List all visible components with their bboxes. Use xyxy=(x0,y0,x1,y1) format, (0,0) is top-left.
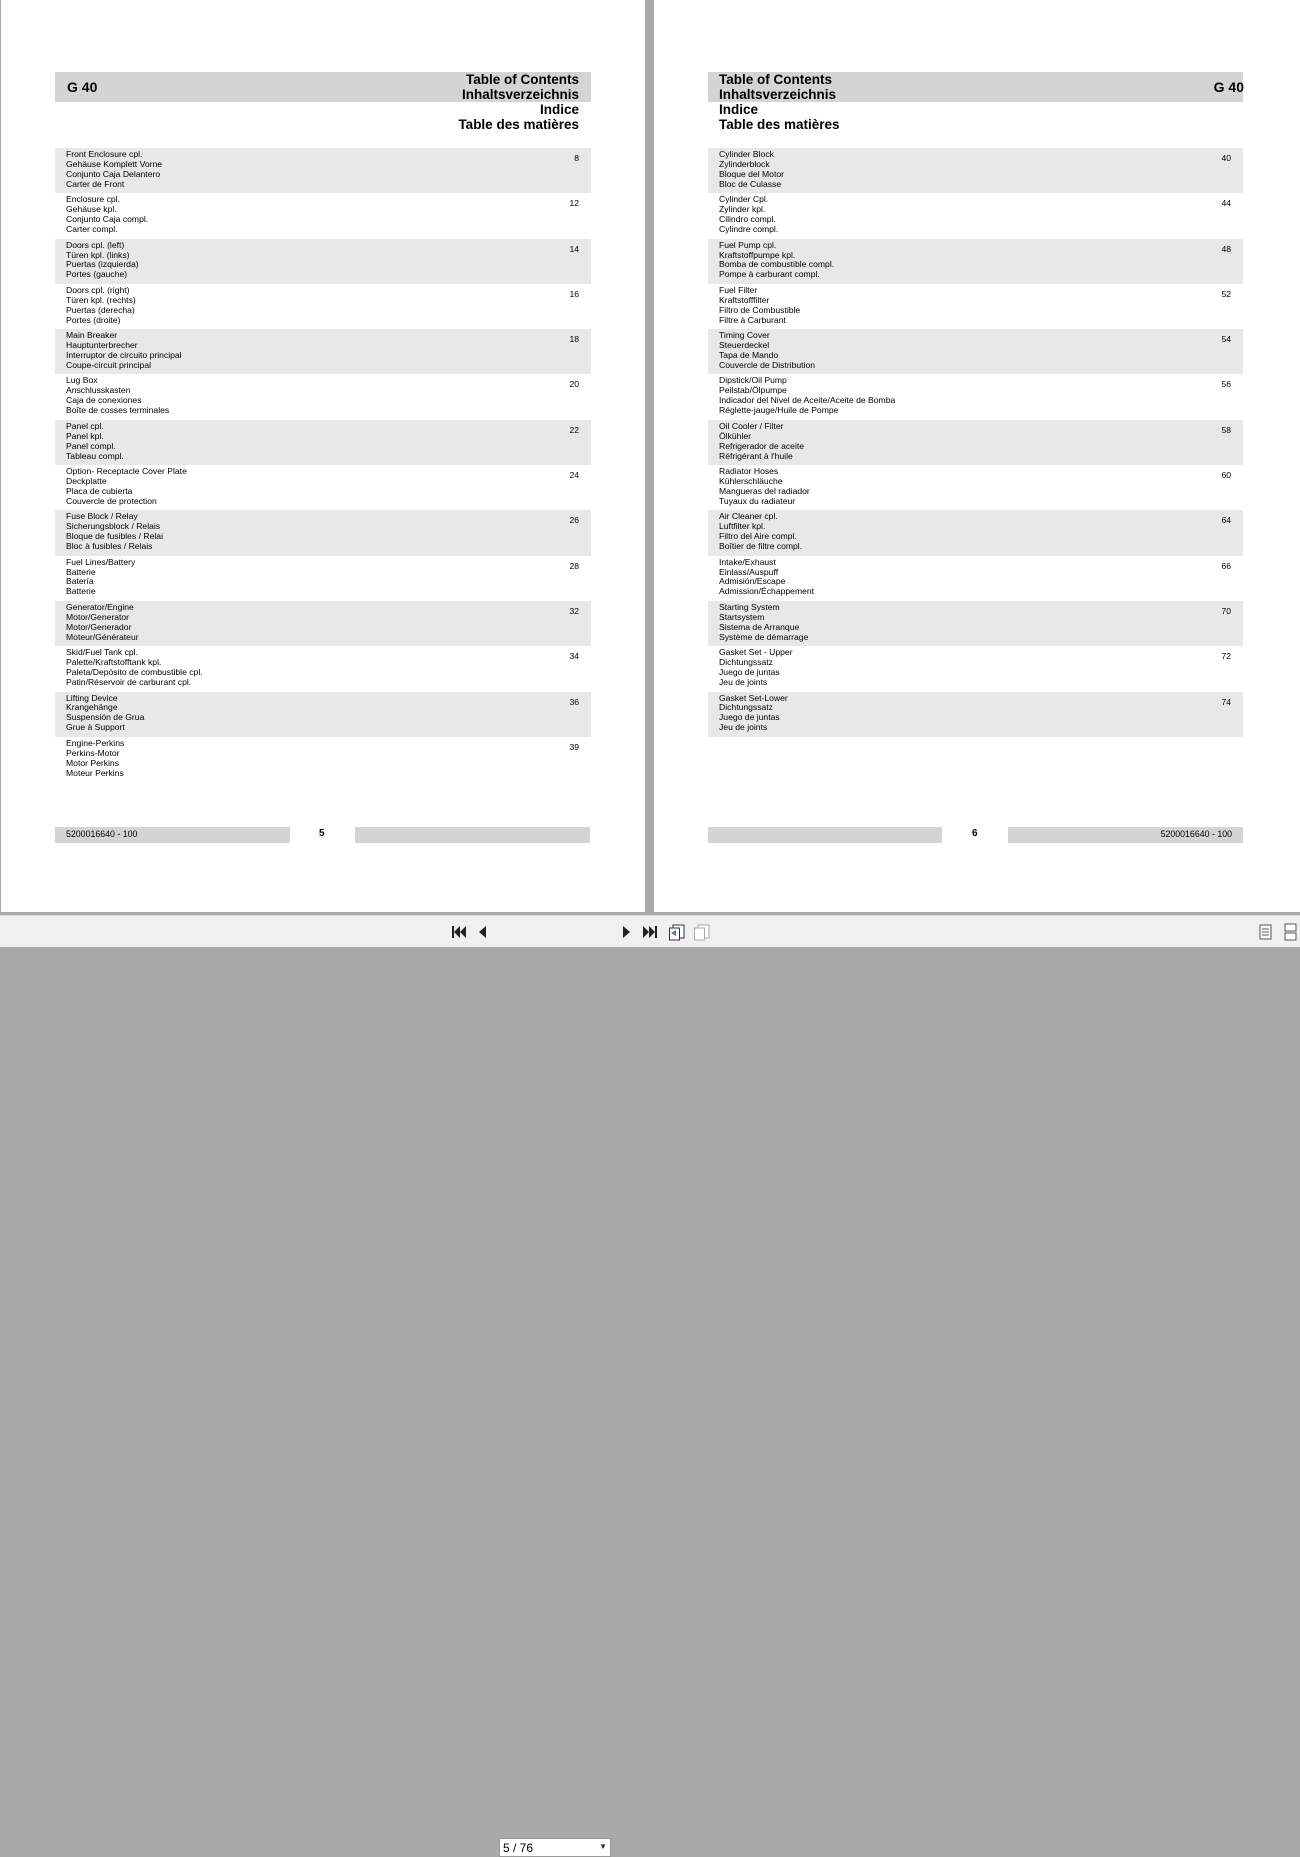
toc-entry-page: 28 xyxy=(569,560,579,571)
toc-entry-line: Puertas (derecha) xyxy=(66,304,135,315)
toc-entry-page: 44 xyxy=(1221,198,1231,209)
toc-entry-line: Fuel Pump cpl. xyxy=(719,239,777,250)
toc-entry-titles xyxy=(719,694,788,734)
toc-entry-line: Palette/Kraftstofftank kpl. xyxy=(66,657,162,668)
toc-entry[interactable] xyxy=(708,193,1243,238)
toc-list xyxy=(708,148,1243,737)
toc-entry-line: Bloc de Culasse xyxy=(719,178,782,189)
toc-entry-line: Bloque de fusibles / Relai xyxy=(66,531,163,542)
first-page-icon[interactable] xyxy=(450,923,468,941)
toc-entry[interactable] xyxy=(55,556,591,601)
toc-entry-titles xyxy=(719,150,784,190)
toc-entry-titles xyxy=(66,422,124,462)
toc-entry-line: Pompe à carburant compl. xyxy=(719,269,820,280)
toc-entry-titles xyxy=(719,376,895,416)
toc-entry-line: Dichtungssatz xyxy=(719,657,773,668)
next-page-icon[interactable] xyxy=(617,923,635,941)
toc-entry-titles xyxy=(66,241,139,281)
toc-entry-line: Paleta/Depósito de combustible cpl. xyxy=(66,667,203,678)
toc-entry-page: 20 xyxy=(569,379,579,390)
toc-entry-line: Cylinder Cpl. xyxy=(719,194,769,205)
toc-entry-line: Bomba de combustible compl. xyxy=(719,259,835,270)
toc-entry-line: Carter compl. xyxy=(66,224,118,235)
toc-entry-line: Carter de Front xyxy=(66,178,125,189)
toc-entry-line: Dipstick/Oil Pump xyxy=(719,375,787,386)
toc-entry-line: Système de démarrage xyxy=(719,631,809,642)
toc-entry-page: 52 xyxy=(1221,288,1231,299)
toc-entry-line: Kühlerschläuche xyxy=(719,475,783,486)
toc-entry-titles xyxy=(719,558,814,598)
toc-entry-line: Gasket Set - Upper xyxy=(719,647,793,658)
toc-entry-line: Gehäuse kpl. xyxy=(66,204,117,215)
toc-entry-line: Dichtungssatz xyxy=(719,702,773,713)
toc-entry[interactable] xyxy=(708,148,1243,193)
toc-entry-line: Panel cpl. xyxy=(66,420,104,431)
toc-entry-titles xyxy=(66,512,163,552)
page-number-input[interactable] xyxy=(500,1840,589,1855)
toc-entry-line: Skid/Fuel Tank cpl. xyxy=(66,647,138,658)
footer-page-number: 5 xyxy=(319,828,325,839)
toc-entry-page: 12 xyxy=(569,198,579,209)
toc-entry-line: Fuse Block / Relay xyxy=(66,511,138,522)
toc-entry-line: Steuerdeckel xyxy=(719,340,770,351)
toc-entry-line: Anschlusskasten xyxy=(66,385,131,396)
toc-entry-line: Peilstab/Ölpumpe xyxy=(719,385,787,396)
footer-band-right xyxy=(355,827,590,843)
toc-entry-titles xyxy=(66,150,162,190)
toc-entry-line: Réfrigérant à l'huile xyxy=(719,450,793,461)
toc-entry-line: Enclosure cpl. xyxy=(66,194,120,205)
toc-entry-line: Tuyaux du radiateur xyxy=(719,495,796,506)
toc-entry-page: 34 xyxy=(569,651,579,662)
toc-entry-titles xyxy=(66,558,135,598)
toc-entry-line: Oil Cooler / Filter xyxy=(719,420,784,431)
last-page-icon[interactable] xyxy=(641,923,659,941)
toc-entry-titles xyxy=(719,512,802,552)
facing-pages-icon[interactable] xyxy=(1282,923,1300,941)
toc-entry-line: Conjunto Caja compl. xyxy=(66,214,149,225)
toc-entry-line: Filtro del Aire compl. xyxy=(719,531,797,542)
toc-entry-line: Lug Box xyxy=(66,375,98,386)
previous-page-icon[interactable] xyxy=(474,923,492,941)
header-title-de: Inhaltsverzeichnis xyxy=(461,87,579,102)
toc-entry-titles xyxy=(66,648,203,688)
toc-entry-line: Boîte de cosses terminales xyxy=(66,405,170,416)
toc-entry-line: Bloc à fusibles / Relais xyxy=(66,541,153,552)
toc-entry-line: Startsystem xyxy=(719,611,765,622)
toc-entry-titles xyxy=(66,603,139,643)
toc-entry-titles xyxy=(719,603,808,643)
footer-doc-number: 5200016640 - 100 xyxy=(1160,829,1232,839)
header-model: G 40 xyxy=(67,79,98,95)
toc-entry-line: Cylinder Block xyxy=(719,149,774,159)
toc-entry-line: Starting System xyxy=(719,601,780,612)
toc-entry-line: Doors cpl. (right) xyxy=(66,284,130,295)
toc-entry-line: Gehäuse Komplett Vorne xyxy=(66,158,163,169)
toc-entry-line: Filtro de Combustible xyxy=(719,304,801,315)
toc-entry-titles xyxy=(66,331,182,371)
toc-entry-titles xyxy=(66,376,169,416)
toc-entry-titles xyxy=(66,467,187,507)
chevron-down-icon[interactable]: ▼ xyxy=(599,1842,607,1851)
toc-entry[interactable] xyxy=(708,420,1243,465)
toc-entry-page: 58 xyxy=(1221,424,1231,435)
two-page-view-icon[interactable] xyxy=(693,923,711,941)
toc-entry[interactable] xyxy=(55,646,591,691)
header-title-en: Table of Contents xyxy=(466,72,579,87)
footer-doc-number: 5200016640 - 100 xyxy=(66,829,138,839)
toc-entry-line: Hauptunterbrecher xyxy=(66,340,138,351)
toc-entry[interactable] xyxy=(708,329,1243,374)
toc-entry-page: 64 xyxy=(1221,515,1231,526)
toc-entry-line: Türen kpl. (rechts) xyxy=(66,294,136,305)
header-model: G 40 xyxy=(1213,79,1244,95)
toc-entry-line: Motor Perkins xyxy=(66,757,120,768)
toc-entry-line: Krangehänge xyxy=(66,702,118,713)
toc-entry-line: Timing Cover xyxy=(719,330,770,341)
toc-entry-line: Fuel Filter xyxy=(719,284,758,295)
toc-entry-page: 39 xyxy=(569,741,579,752)
header-title-es: Indice xyxy=(539,102,579,117)
toc-entry-line: Sistema de Arranque xyxy=(719,621,800,632)
toc-entry[interactable] xyxy=(55,193,591,238)
toc-entry-page: 48 xyxy=(1221,243,1231,254)
header-title-fr: Table des matières xyxy=(719,117,840,132)
toc-entry-line: Portes (gauche) xyxy=(66,269,128,280)
toc-entry-titles xyxy=(66,739,124,779)
toc-entry-line: Caja de conexiones xyxy=(66,395,142,406)
toc-entry-line: Zylinder kpl. xyxy=(719,204,766,215)
toc-entry-titles xyxy=(719,467,810,507)
toc-entry-line: Mangueras del radiador xyxy=(719,485,810,496)
toc-entry-line: Radiator Hoses xyxy=(719,466,779,477)
toc-entry[interactable] xyxy=(55,374,591,419)
toc-entry-line: Juego de juntas xyxy=(719,667,780,678)
toc-entry[interactable] xyxy=(708,239,1243,284)
toc-entry-page: 74 xyxy=(1221,696,1231,707)
toc-entry-titles xyxy=(66,694,144,734)
toc-entry-line: Motor/Generator xyxy=(66,611,130,622)
toc-entry-page: 54 xyxy=(1221,334,1231,345)
toc-entry-line: Cylindre compl. xyxy=(719,224,779,235)
toc-entry-line: Moteur Perkins xyxy=(66,767,124,778)
toc-entry-line: Conjunto Caja Delantero xyxy=(66,168,161,179)
toc-entry-page: 56 xyxy=(1221,379,1231,390)
toc-entry-line: Ölkühler xyxy=(719,430,751,441)
toc-entry-line: Batterie xyxy=(66,586,96,597)
toc-entry-titles xyxy=(719,241,834,281)
toc-entry[interactable] xyxy=(55,239,591,284)
toc-entry[interactable] xyxy=(708,284,1243,329)
toc-entry-page: 72 xyxy=(1221,651,1231,662)
toc-entry-line: Perkins-Motor xyxy=(66,747,120,758)
toc-entry-line: Coupe-circuit principal xyxy=(66,359,152,370)
toc-entry-titles xyxy=(719,195,778,235)
footer-band-left xyxy=(708,827,942,843)
toc-entry-line: Jeu de joints xyxy=(719,676,768,687)
toc-entry-line: Front Enclosure cpl. xyxy=(66,149,143,159)
toc-entry-line: Fuel Lines/Battery xyxy=(66,556,136,567)
toc-entry[interactable] xyxy=(55,329,591,374)
toc-entry[interactable] xyxy=(55,737,591,782)
header-title-de: Inhaltsverzeichnis xyxy=(719,87,837,102)
toc-entry-line: Luftfilter kpl. xyxy=(719,521,766,532)
toc-entry-page: 70 xyxy=(1221,605,1231,616)
toc-entry[interactable] xyxy=(708,556,1243,601)
toc-entry-line: Generator/Engine xyxy=(66,601,134,612)
toc-entry-line: Interruptor de circuito principal xyxy=(66,350,182,360)
toc-entry-line: Einlass/Auspuff xyxy=(719,566,779,577)
toc-entry-page: 24 xyxy=(569,470,579,481)
page-number-select[interactable] xyxy=(499,1838,611,1857)
toc-entry-line: Air Cleaner cpl. xyxy=(719,511,778,522)
toc-entry-line: Türen kpl. (links) xyxy=(66,249,130,260)
toc-entry-line: Sicherungsblock / Relais xyxy=(66,521,161,532)
toc-entry-line: Tapa de Mando xyxy=(719,350,779,360)
toc-entry-line: Refrigerador de aceite xyxy=(719,440,805,451)
toc-entry-titles xyxy=(66,286,136,326)
toc-entry[interactable] xyxy=(55,284,591,329)
toc-entry-line: Panel compl. xyxy=(66,440,116,451)
toc-entry-line: Indicador del Nivel de Aceite/Aceite de Bomba xyxy=(719,395,896,406)
toc-entry-line: Boîtier de filtre compl. xyxy=(719,541,803,552)
toc-entry-line: Réglette-jauge/Huile de Pompe xyxy=(719,405,839,416)
toc-entry[interactable] xyxy=(708,646,1243,691)
toc-entry-line: Batterie xyxy=(66,566,96,577)
document-page-right xyxy=(654,0,1300,912)
header-title-en: Table of Contents xyxy=(719,72,832,87)
toc-entry[interactable] xyxy=(708,601,1243,646)
toc-entry-line: Juego de juntas xyxy=(719,712,780,723)
single-page-view-icon[interactable] xyxy=(668,923,686,941)
toc-entry-page: 40 xyxy=(1221,153,1231,163)
toc-entry-line: Lifting Device xyxy=(66,692,118,703)
toc-entry-line: Filtre à Carburant xyxy=(719,314,786,325)
toc-entry[interactable] xyxy=(55,420,591,465)
toc-entry-line: Placa de cubierta xyxy=(66,485,133,496)
toc-entry-line: Panel kpl. xyxy=(66,430,104,441)
header-title-fr: Table des matières xyxy=(458,117,579,132)
toc-entry-page: 22 xyxy=(569,424,579,435)
viewer-toolbar xyxy=(0,915,1300,1851)
toc-entry-page: 16 xyxy=(569,288,579,299)
toc-entry-line: Engine-Perkins xyxy=(66,737,125,748)
toc-entry-page: 32 xyxy=(569,605,579,616)
toc-entry-page: 18 xyxy=(569,334,579,345)
toc-entry-line: Portes (droite) xyxy=(66,314,121,325)
toc-entry-titles xyxy=(719,648,793,688)
toc-entry-line: Admission/Échappement xyxy=(719,586,815,597)
toc-entry-page: 36 xyxy=(569,696,579,707)
toc-entry-line: Option- Receptacle Cover Plate xyxy=(66,466,187,477)
toc-entry[interactable] xyxy=(708,692,1243,737)
footer-page-number: 6 xyxy=(972,828,978,839)
toc-entry-titles xyxy=(719,422,804,462)
toc-entry-line: Main Breaker xyxy=(66,330,118,341)
toc-entry-line: Moteur/Générateur xyxy=(66,631,139,642)
toc-entry[interactable] xyxy=(55,148,591,193)
toc-entry-line: Deckplatte xyxy=(66,475,107,486)
toc-entry-line: Kraftstofffilter xyxy=(719,294,770,305)
continuous-scroll-icon[interactable] xyxy=(1257,923,1275,941)
toc-entry-line: Couvercle de Distribution xyxy=(719,359,816,370)
toc-entry[interactable] xyxy=(55,601,591,646)
toc-entry-line: Admisión/Escape xyxy=(719,576,786,587)
toc-entry[interactable] xyxy=(55,692,591,737)
toc-entry[interactable] xyxy=(708,465,1243,510)
toc-entry-line: Couvercle de protection xyxy=(66,495,157,506)
toc-entry-line: Jeu de joints xyxy=(719,722,768,733)
document-page-left xyxy=(1,0,645,912)
toc-entry-line: Puertas (izquierda) xyxy=(66,259,139,270)
toc-entry-line: Batería xyxy=(66,576,94,587)
toc-entry-titles xyxy=(719,286,800,326)
toc-entry-titles xyxy=(66,195,148,235)
toc-entry[interactable] xyxy=(55,510,591,555)
toc-entry-line: Grue à Support xyxy=(66,722,125,733)
toc-entry[interactable] xyxy=(708,510,1243,555)
toc-entry-page: 66 xyxy=(1221,560,1231,571)
toc-entry-line: Gasket Set-Lower xyxy=(719,692,788,703)
toc-entry[interactable] xyxy=(708,374,1243,419)
header-title-es: Indice xyxy=(719,102,759,117)
toc-entry-page: 60 xyxy=(1221,470,1231,481)
toc-entry-line: Kraftstoffpumpe kpl. xyxy=(719,249,796,260)
toc-entry-line: Zylinderblock xyxy=(719,158,770,169)
toc-entry-line: Cilindro compl. xyxy=(719,214,776,225)
toc-entry-line: Doors cpl. (left) xyxy=(66,239,125,250)
toc-entry-line: Intake/Exhaust xyxy=(719,556,776,567)
toc-entry-page: 14 xyxy=(569,243,579,254)
toc-entry-titles xyxy=(719,331,815,371)
toc-entry-line: Suspensión de Grua xyxy=(66,712,145,723)
toc-entry-line: Motor/Generador xyxy=(66,621,132,632)
toc-entry-line: Patin/Réservoir de carburant cpl. xyxy=(66,676,192,687)
toc-entry-page: 26 xyxy=(569,515,579,526)
toc-entry-page: 8 xyxy=(574,153,579,163)
toc-entry[interactable] xyxy=(55,465,591,510)
toc-list xyxy=(55,148,591,782)
toc-entry-line: Tableau compl. xyxy=(66,450,124,461)
toc-entry-line: Bloque del Motor xyxy=(719,168,784,179)
